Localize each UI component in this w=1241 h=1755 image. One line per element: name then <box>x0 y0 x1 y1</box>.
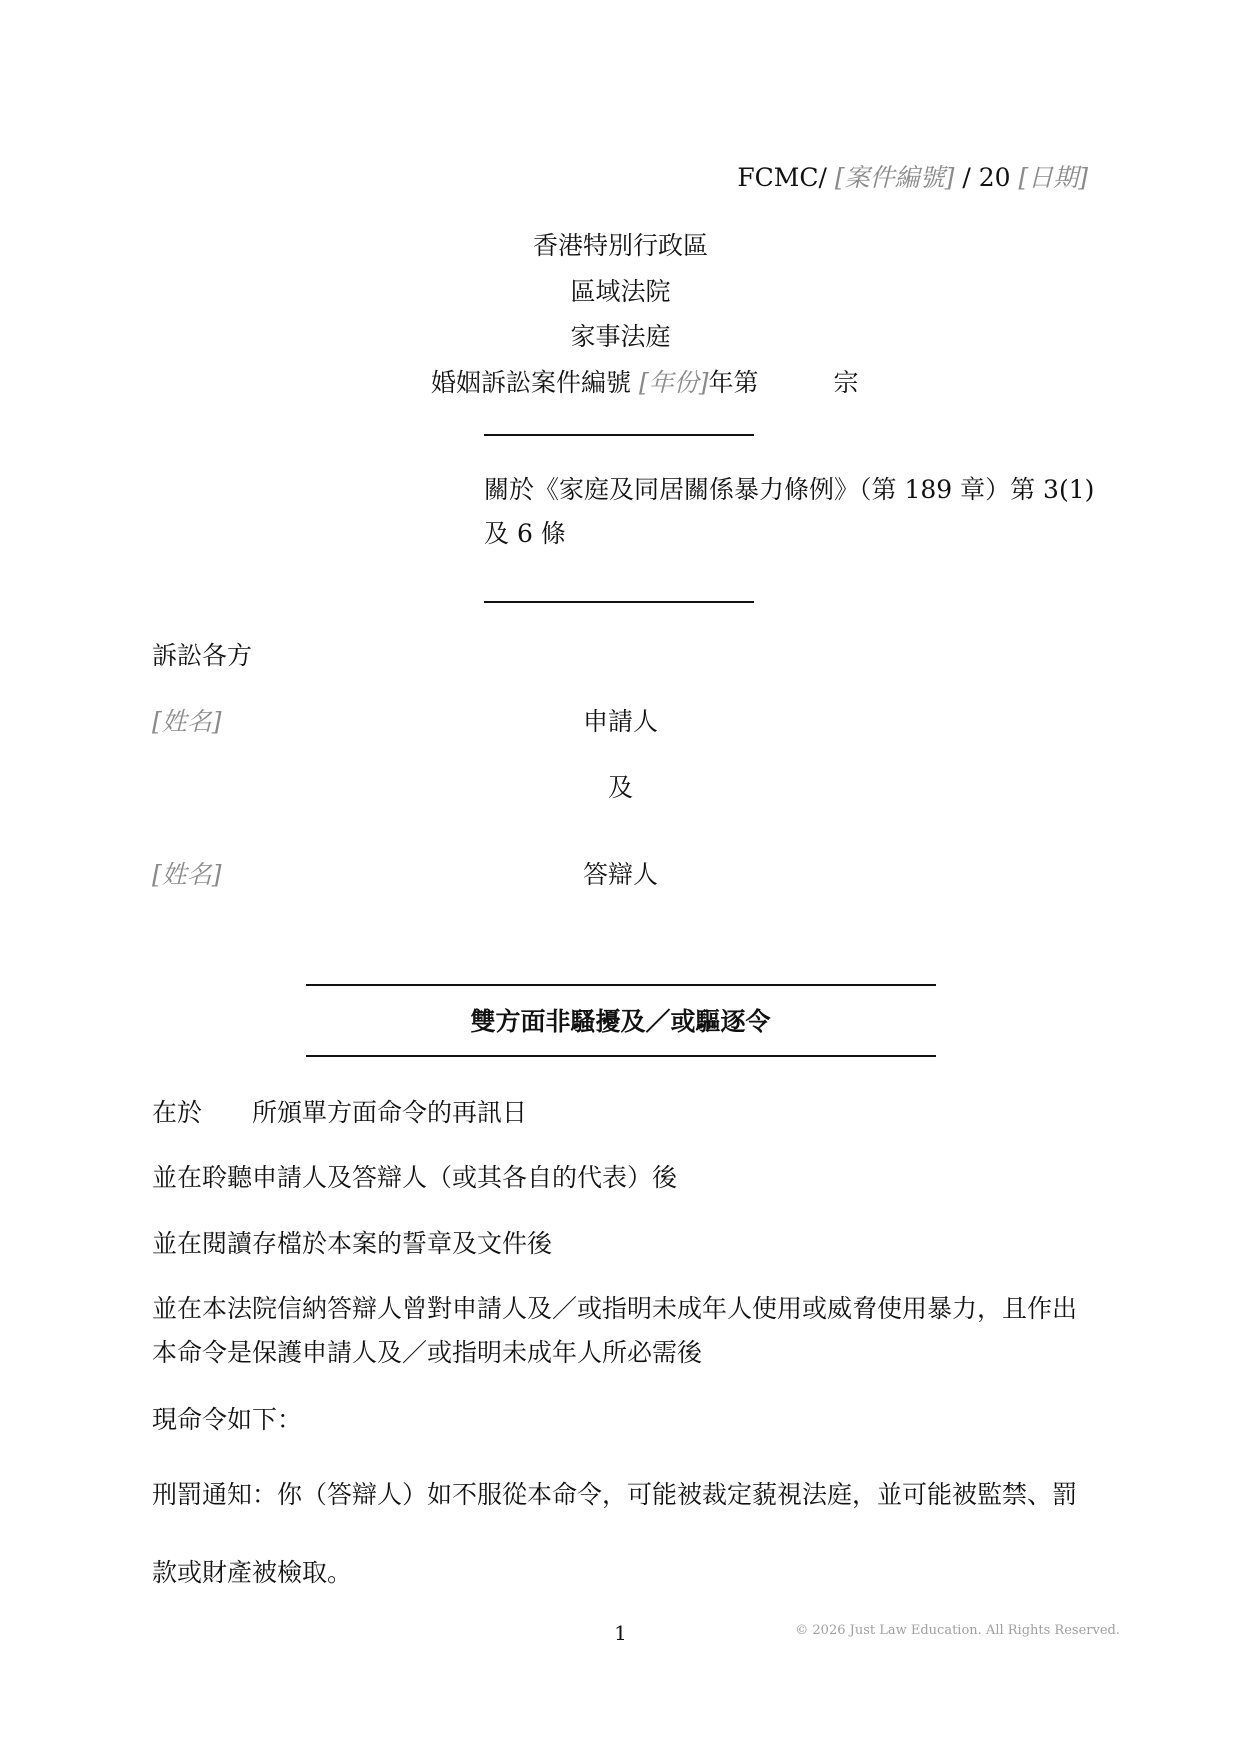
case-number <box>737 162 1088 194</box>
court-name: 區域法院 <box>570 277 671 306</box>
case-reference-line <box>431 367 861 399</box>
recital-hearing-prefix: 在於 <box>152 1098 203 1127</box>
parties-conjunction: 及 <box>607 773 633 802</box>
date-placeholder: [日期] <box>1018 163 1088 192</box>
copyright-notice: © 2026 Just Law Education. All Rights Reserved. <box>795 1623 1120 1638</box>
case-number-placeholder: [案件編號] <box>834 163 955 192</box>
recital-affidavits: 並在閱讀存檔於本案的誓章及文件後 <box>152 1229 553 1258</box>
penal-notice-line-2: 款或財產被檢取。 <box>152 1558 353 1587</box>
page-number: 1 <box>614 1621 627 1645</box>
court-division: 家事法庭 <box>570 322 671 351</box>
title-top-rule <box>306 984 936 986</box>
statute-line-2: 及 6 條 <box>484 519 566 548</box>
recital-hearing-parties: 並在聆聽申請人及答辯人（或其各自的代表）後 <box>152 1163 678 1192</box>
year-placeholder: [年份] <box>638 368 709 397</box>
order-title: 雙方面非騷擾及／或驅逐令 <box>470 1007 771 1036</box>
applicant-name-placeholder: [姓名] <box>152 707 222 736</box>
order-intro: 現命令如下： <box>152 1405 303 1434</box>
case-line-prefix: 婚姻訴訟案件編號 <box>431 368 639 397</box>
divider-rule <box>484 434 754 436</box>
applicant-role: 申請人 <box>582 707 658 736</box>
recital-satisfaction-line-2: 本命令是保護申請人及／或指明未成年人所必需後 <box>152 1338 703 1367</box>
parties-label: 訴訟各方 <box>152 641 253 670</box>
recital-hearing-date <box>152 1097 527 1129</box>
statute-line-1: 關於《家庭及同居關係暴力條例》（第 189 章）第 3(1) <box>484 475 1095 504</box>
recital-hearing-suffix: 所頒單方面命令的再訊日 <box>252 1098 528 1127</box>
recital-satisfaction-line-1: 並在本法院信納答辯人曾對申請人及／或指明未成年人使用或威脅使用暴力，且作出 <box>152 1294 1078 1323</box>
case-line-suffix: 宗 <box>833 368 859 397</box>
penal-notice-line-1: 刑罰通知：你（答辯人）如不服從本命令，可能被裁定藐視法庭，並可能被監禁、罰 <box>152 1480 1078 1509</box>
respondent-name-placeholder: [姓名] <box>152 860 222 889</box>
case-middle: / 20 <box>954 163 1019 192</box>
respondent-role: 答辯人 <box>582 860 658 889</box>
case-line-mid: 年第 <box>708 368 759 397</box>
court-region: 香港特別行政區 <box>532 231 708 260</box>
divider-rule <box>484 601 754 603</box>
case-prefix: FCMC/ <box>737 163 835 192</box>
title-bottom-rule <box>306 1055 936 1057</box>
